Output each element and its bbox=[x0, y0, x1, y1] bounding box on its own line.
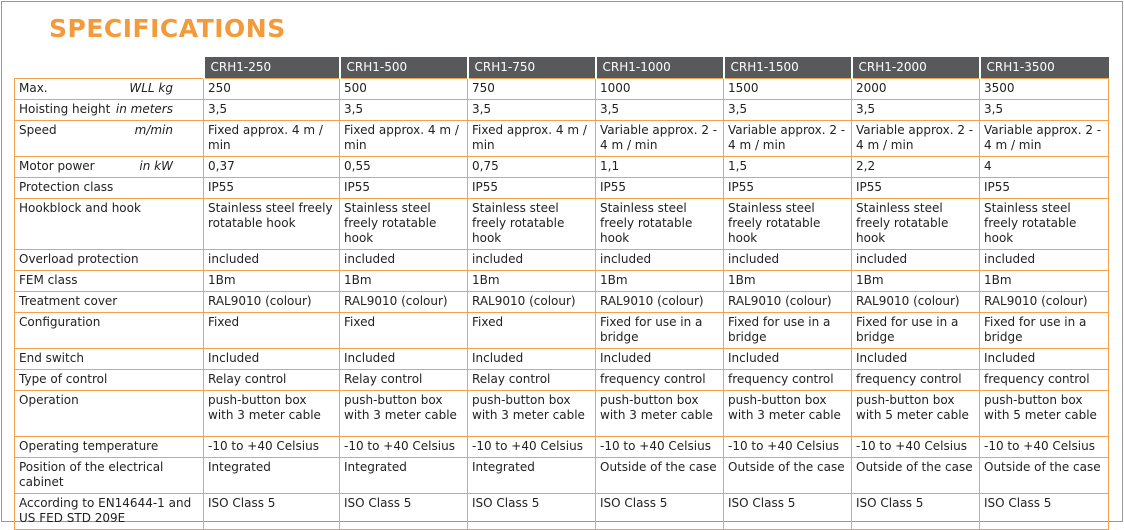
table-header bbox=[15, 57, 1109, 79]
table-row bbox=[15, 313, 1109, 349]
table-cell: RAL9010 (colour) bbox=[852, 292, 980, 313]
table-cell: -10 to +40 Celsius bbox=[596, 437, 724, 458]
table-cell: Stainless steel freely rotatable hook bbox=[340, 199, 468, 250]
table-cell: IP55 bbox=[724, 178, 852, 199]
table-cell: push-button box with 3 meter cable bbox=[204, 391, 340, 437]
page-title: SPECIFICATIONS bbox=[49, 14, 286, 43]
table-cell: 1500 bbox=[724, 79, 852, 100]
model-header: CRH1-250 bbox=[204, 57, 340, 79]
row-label: Motor power bbox=[19, 159, 95, 173]
table-cell: 1,1 bbox=[596, 157, 724, 178]
table-cell: IP55 bbox=[980, 178, 1109, 199]
table-cell: 3,5 bbox=[340, 100, 468, 121]
row-label-cell bbox=[15, 178, 204, 199]
table-cell: Fixed bbox=[340, 313, 468, 349]
row-label: Speed bbox=[19, 123, 57, 137]
row-label: Overload protection bbox=[19, 252, 139, 266]
table-cell: Included bbox=[204, 349, 340, 370]
row-label-cell bbox=[15, 494, 204, 530]
table-cell: Fixed approx. 4 m / min bbox=[340, 121, 468, 157]
table-cell: Variable approx. 2 - 4 m / min bbox=[852, 121, 980, 157]
table-cell: -10 to +40 Celsius bbox=[852, 437, 980, 458]
table-cell: 3500 bbox=[980, 79, 1109, 100]
table-cell: ISO Class 5 bbox=[468, 494, 596, 530]
table-cell: Stainless steel freely rotatable hook bbox=[204, 199, 340, 250]
table-cell: included bbox=[340, 250, 468, 271]
table-cell: 2,2 bbox=[852, 157, 980, 178]
table-cell: 4 bbox=[980, 157, 1109, 178]
table-cell: ISO Class 5 bbox=[980, 494, 1109, 530]
table-cell: ISO Class 5 bbox=[852, 494, 980, 530]
table-cell: frequency control bbox=[980, 370, 1109, 391]
table-cell: RAL9010 (colour) bbox=[204, 292, 340, 313]
row-label-cell bbox=[15, 199, 204, 250]
table-cell: Included bbox=[724, 349, 852, 370]
row-label-cell bbox=[15, 292, 204, 313]
table-cell: -10 to +40 Celsius bbox=[204, 437, 340, 458]
table-cell: Included bbox=[596, 349, 724, 370]
table-row bbox=[15, 271, 1109, 292]
table-cell: included bbox=[596, 250, 724, 271]
row-unit: m/min bbox=[134, 123, 173, 137]
table-cell: -10 to +40 Celsius bbox=[468, 437, 596, 458]
table-row bbox=[15, 157, 1109, 178]
table-cell: ISO Class 5 bbox=[204, 494, 340, 530]
table-cell: Variable approx. 2 - 4 m / min bbox=[980, 121, 1109, 157]
table-cell: Included bbox=[852, 349, 980, 370]
table-cell: Stainless steel freely rotatable hook bbox=[596, 199, 724, 250]
row-label: Hoisting height bbox=[19, 102, 111, 116]
table-row bbox=[15, 100, 1109, 121]
table-cell: Stainless steel freely rotatable hook bbox=[468, 199, 596, 250]
row-label: Configuration bbox=[19, 315, 101, 329]
table-cell: Integrated bbox=[204, 458, 340, 494]
row-label-cell bbox=[15, 391, 204, 437]
spec-sheet bbox=[1, 1, 1123, 525]
header-corner bbox=[15, 57, 204, 79]
table-cell: Relay control bbox=[204, 370, 340, 391]
table-cell: Integrated bbox=[468, 458, 596, 494]
table-cell: -10 to +40 Celsius bbox=[724, 437, 852, 458]
table-cell: 1Bm bbox=[980, 271, 1109, 292]
table-cell: RAL9010 (colour) bbox=[724, 292, 852, 313]
row-label: Operating temperature bbox=[19, 439, 159, 453]
row-label-cell bbox=[15, 157, 204, 178]
table-cell: Fixed approx. 4 m / min bbox=[204, 121, 340, 157]
table-cell: 3,5 bbox=[468, 100, 596, 121]
table-cell: 1,5 bbox=[724, 157, 852, 178]
row-label-cell bbox=[15, 271, 204, 292]
table-cell: 250 bbox=[204, 79, 340, 100]
table-cell: Included bbox=[468, 349, 596, 370]
table-cell: frequency control bbox=[596, 370, 724, 391]
table-cell: Outside of the case bbox=[980, 458, 1109, 494]
table-cell: -10 to +40 Celsius bbox=[980, 437, 1109, 458]
table-cell: 3,5 bbox=[724, 100, 852, 121]
table-cell: 3,5 bbox=[204, 100, 340, 121]
table-row bbox=[15, 349, 1109, 370]
table-row bbox=[15, 494, 1109, 530]
table-cell: 1Bm bbox=[852, 271, 980, 292]
table-cell: 0,55 bbox=[340, 157, 468, 178]
table-cell: 750 bbox=[468, 79, 596, 100]
table-cell: 500 bbox=[340, 79, 468, 100]
row-label-cell bbox=[15, 458, 204, 494]
table-cell: Included bbox=[980, 349, 1109, 370]
table-row bbox=[15, 292, 1109, 313]
table-cell: ISO Class 5 bbox=[596, 494, 724, 530]
row-label: Hookblock and hook bbox=[19, 201, 141, 215]
row-unit: in meters bbox=[115, 102, 173, 116]
table-cell: 2000 bbox=[852, 79, 980, 100]
table-cell: -10 to +40 Celsius bbox=[340, 437, 468, 458]
row-label: Max. bbox=[19, 81, 48, 95]
table-cell: RAL9010 (colour) bbox=[980, 292, 1109, 313]
table-cell: included bbox=[980, 250, 1109, 271]
table-cell: 1Bm bbox=[340, 271, 468, 292]
table-cell: IP55 bbox=[596, 178, 724, 199]
table-cell: Fixed bbox=[204, 313, 340, 349]
table-cell: Fixed for use in a bridge bbox=[852, 313, 980, 349]
model-header: CRH1-500 bbox=[340, 57, 468, 79]
table-cell: push-button box with 3 meter cable bbox=[340, 391, 468, 437]
row-label: According to EN14644-1 and US FED STD 209E bbox=[19, 496, 192, 525]
row-label: FEM class bbox=[19, 273, 78, 287]
table-cell: Included bbox=[340, 349, 468, 370]
header-row bbox=[15, 57, 1109, 79]
table-body bbox=[15, 79, 1109, 530]
table-cell: Variable approx. 2 - 4 m / min bbox=[596, 121, 724, 157]
table-row bbox=[15, 458, 1109, 494]
spec-table bbox=[14, 57, 1109, 530]
table-cell: RAL9010 (colour) bbox=[596, 292, 724, 313]
table-cell: ISO Class 5 bbox=[724, 494, 852, 530]
row-label-cell bbox=[15, 313, 204, 349]
model-header: CRH1-2000 bbox=[852, 57, 980, 79]
table-cell: IP55 bbox=[468, 178, 596, 199]
table-cell: frequency control bbox=[852, 370, 980, 391]
row-label: End switch bbox=[19, 351, 84, 365]
table-cell: Fixed bbox=[468, 313, 596, 349]
table-cell: Integrated bbox=[340, 458, 468, 494]
row-label-cell bbox=[15, 79, 204, 100]
table-cell: 1000 bbox=[596, 79, 724, 100]
table-cell: included bbox=[468, 250, 596, 271]
model-header: CRH1-750 bbox=[468, 57, 596, 79]
table-row bbox=[15, 370, 1109, 391]
table-cell: RAL9010 (colour) bbox=[468, 292, 596, 313]
row-label-cell bbox=[15, 349, 204, 370]
table-cell: push-button box with 3 meter cable bbox=[468, 391, 596, 437]
table-cell: included bbox=[852, 250, 980, 271]
table-cell: 3,5 bbox=[596, 100, 724, 121]
table-row bbox=[15, 391, 1109, 437]
table-cell: Outside of the case bbox=[852, 458, 980, 494]
table-cell: included bbox=[724, 250, 852, 271]
table-cell: RAL9010 (colour) bbox=[340, 292, 468, 313]
row-label-cell bbox=[15, 437, 204, 458]
table-cell: IP55 bbox=[852, 178, 980, 199]
table-cell: push-button box with 5 meter cable bbox=[980, 391, 1109, 437]
model-header: CRH1-1000 bbox=[596, 57, 724, 79]
table-cell: included bbox=[204, 250, 340, 271]
table-cell: frequency control bbox=[724, 370, 852, 391]
row-label-cell bbox=[15, 100, 204, 121]
table-cell: Relay control bbox=[468, 370, 596, 391]
table-row bbox=[15, 437, 1109, 458]
row-label-cell bbox=[15, 250, 204, 271]
table-cell: 1Bm bbox=[204, 271, 340, 292]
table-cell: Outside of the case bbox=[596, 458, 724, 494]
table-cell: 1Bm bbox=[468, 271, 596, 292]
table-cell: ISO Class 5 bbox=[340, 494, 468, 530]
row-label: Treatment cover bbox=[19, 294, 118, 308]
table-row bbox=[15, 178, 1109, 199]
table-cell: 3,5 bbox=[852, 100, 980, 121]
row-label: Operation bbox=[19, 393, 79, 407]
table-cell: Fixed for use in a bridge bbox=[980, 313, 1109, 349]
table-cell: Variable approx. 2 - 4 m / min bbox=[724, 121, 852, 157]
row-label: Protection class bbox=[19, 180, 114, 194]
table-cell: push-button box with 3 meter cable bbox=[596, 391, 724, 437]
table-cell: Outside of the case bbox=[724, 458, 852, 494]
table-cell: 3,5 bbox=[980, 100, 1109, 121]
table-cell: 0,37 bbox=[204, 157, 340, 178]
table-cell: push-button box with 3 meter cable bbox=[724, 391, 852, 437]
table-cell: Stainless steel freely rotatable hook bbox=[980, 199, 1109, 250]
row-label-cell bbox=[15, 370, 204, 391]
table-row bbox=[15, 121, 1109, 157]
table-cell: Fixed approx. 4 m / min bbox=[468, 121, 596, 157]
table-row bbox=[15, 79, 1109, 100]
table-cell: 1Bm bbox=[724, 271, 852, 292]
table-cell: 0,75 bbox=[468, 157, 596, 178]
row-label: Position of the electrical cabinet bbox=[19, 460, 164, 489]
table-cell: 1Bm bbox=[596, 271, 724, 292]
model-header: CRH1-1500 bbox=[724, 57, 852, 79]
table-cell: Stainless steel freely rotatable hook bbox=[724, 199, 852, 250]
row-unit: in kW bbox=[139, 159, 173, 173]
table-cell: push-button box with 5 meter cable bbox=[852, 391, 980, 437]
table-row bbox=[15, 250, 1109, 271]
table-cell: IP55 bbox=[340, 178, 468, 199]
table-row bbox=[15, 199, 1109, 250]
row-unit: WLL kg bbox=[129, 81, 173, 95]
row-label-cell bbox=[15, 121, 204, 157]
table-cell: Fixed for use in a bridge bbox=[724, 313, 852, 349]
table-cell: Relay control bbox=[340, 370, 468, 391]
row-label: Type of control bbox=[19, 372, 108, 386]
model-header: CRH1-3500 bbox=[980, 57, 1109, 79]
table-cell: Fixed for use in a bridge bbox=[596, 313, 724, 349]
table-cell: Stainless steel freely rotatable hook bbox=[852, 199, 980, 250]
table-cell: IP55 bbox=[204, 178, 340, 199]
